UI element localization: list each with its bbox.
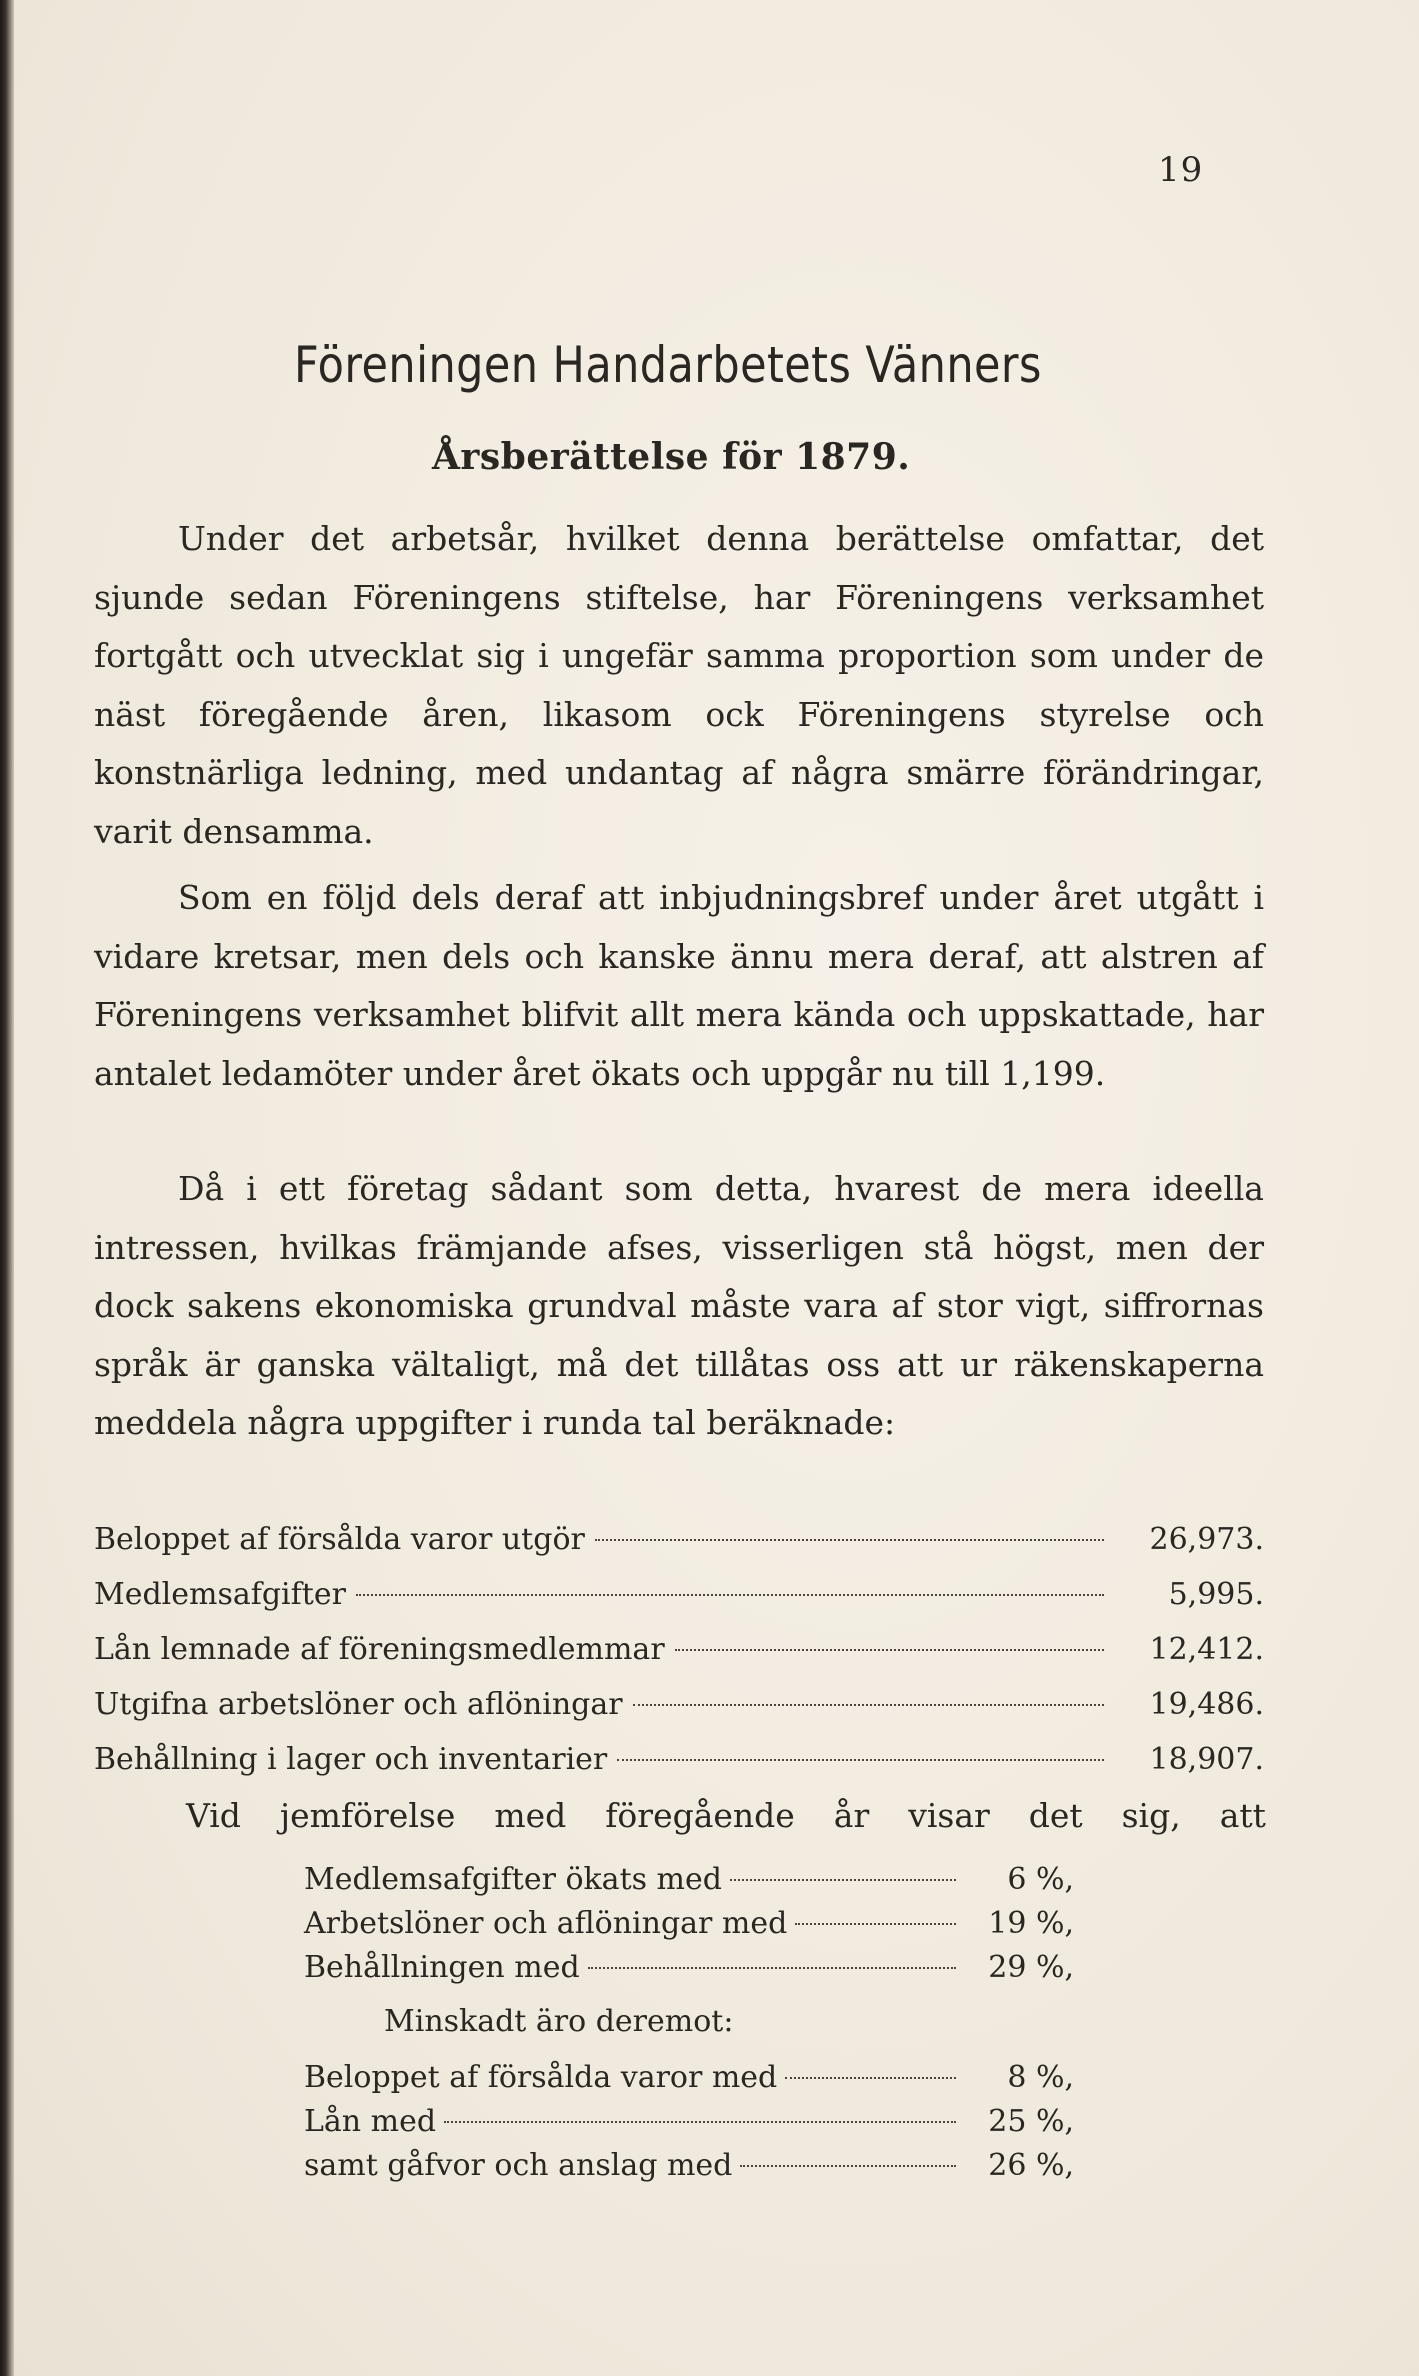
dotted-leader [795, 1923, 956, 1925]
change-label: Beloppet af försålda varor med [304, 2060, 778, 2095]
change-value: 19 %, [988, 1906, 1074, 1941]
change-label: Behållningen med [304, 1950, 580, 1985]
dotted-leader [595, 1539, 1104, 1541]
ledger-value: 26,973. [1149, 1522, 1264, 1557]
paragraph-text: Under det arbetsår, hvilket denna berättelse omfattar, det sjunde sedan Föreningens stiftelse, har Föreningens verksamhet fortgått och utvecklat sig i ungefär samma proportion som under de näst föregående åren, likasom ock Föreningens styrelse och konstnärliga ledning, med undantag af några smärre förändringar, varit densamma. [94, 519, 1264, 851]
intro-word: att [1219, 1796, 1266, 1835]
change-value: 25 %, [988, 2104, 1074, 2139]
report-title: Årsberättelse för 1879. [432, 436, 911, 478]
dotted-leader [356, 1594, 1104, 1596]
ledger-value: 5,995. [1168, 1577, 1264, 1612]
ledger-row [94, 1522, 1264, 1577]
paragraph-text: Då i ett företag sådant som detta, hvarest de mera ideella intressen, hvilkas främjande afses, visserligen stå högst, men der dock sakens ekonomiska grundval måste vara af stor vigt, siffrornas språk är ganska vältaligt, må det tillåtas oss att ur räkenskaperna meddela några uppgifter i runda tal beräknade: [94, 1169, 1264, 1442]
ledger-row [94, 1577, 1264, 1632]
book-spine-shadow [0, 0, 14, 2376]
dotted-leader [785, 2077, 956, 2079]
comparison-intro [186, 1796, 1266, 1835]
change-value: 26 %, [988, 2148, 1074, 2183]
dotted-leader [730, 1879, 956, 1881]
change-row [304, 2104, 1074, 2148]
ledger-value: 18,907. [1149, 1742, 1264, 1777]
ledger-label: Beloppet af försålda varor utgör [94, 1522, 585, 1557]
dotted-leader [740, 2165, 956, 2167]
change-row [304, 1906, 1074, 1950]
decrease-list [304, 2060, 1074, 2192]
change-value: 8 %, [1007, 2060, 1074, 2095]
ledger-label: Medlemsafgifter [94, 1577, 346, 1612]
paragraph-3 [94, 1160, 1264, 1453]
ledger-row [94, 1742, 1264, 1797]
intro-word: det [1028, 1796, 1083, 1835]
change-label: Medlemsafgifter ökats med [304, 1862, 722, 1897]
increase-list [304, 1862, 1074, 1994]
change-row [304, 1862, 1074, 1906]
change-row [304, 2060, 1074, 2104]
dotted-leader [633, 1704, 1104, 1706]
change-label: samt gåfvor och anslag med [304, 2148, 733, 2183]
intro-word: år [833, 1796, 870, 1835]
intro-word: med [494, 1796, 567, 1835]
change-value: 6 %, [1007, 1862, 1074, 1897]
paragraph-1 [94, 510, 1264, 861]
ledger-label: Behållning i lager och inventarier [94, 1742, 608, 1777]
ledger-label: Lån lemnade af föreningsmedlemmar [94, 1632, 665, 1667]
ledger-row [94, 1632, 1264, 1687]
society-title: Föreningen Handarbetets Vänners [294, 336, 1042, 394]
intro-word: jemförelse [279, 1796, 456, 1835]
intro-word: Vid [186, 1796, 241, 1835]
change-value: 29 %, [988, 1950, 1074, 1985]
dotted-leader [588, 1967, 956, 1969]
change-label: Arbetslöner och aflöningar med [304, 1906, 788, 1941]
ledger-row [94, 1687, 1264, 1742]
dotted-leader [444, 2121, 956, 2123]
decrease-heading: Minskadt äro deremot: [384, 2004, 734, 2039]
financial-ledger [94, 1522, 1264, 1797]
dotted-leader [675, 1649, 1104, 1651]
paragraph-text: Som en följd dels deraf att inbjudningsbref under året utgått i vidare kretsar, men dels och kanske ännu mera deraf, att alstren af Föreningens verksamhet blifvit allt mera kända och uppskattade, har antalet ledamöter under året ökats och uppgår nu till 1,199. [94, 878, 1264, 1093]
change-row [304, 2148, 1074, 2192]
change-label: Lån med [304, 2104, 437, 2139]
intro-word: sig, [1121, 1796, 1181, 1835]
page-number: 19 [1158, 150, 1204, 190]
intro-word: föregående [605, 1796, 795, 1835]
ledger-value: 12,412. [1149, 1632, 1264, 1667]
paragraph-2 [94, 869, 1264, 1103]
intro-word: visar [908, 1796, 990, 1835]
change-row [304, 1950, 1074, 1994]
dotted-leader [617, 1759, 1104, 1761]
ledger-value: 19,486. [1149, 1687, 1264, 1722]
ledger-label: Utgifna arbetslöner och aflöningar [94, 1687, 623, 1722]
